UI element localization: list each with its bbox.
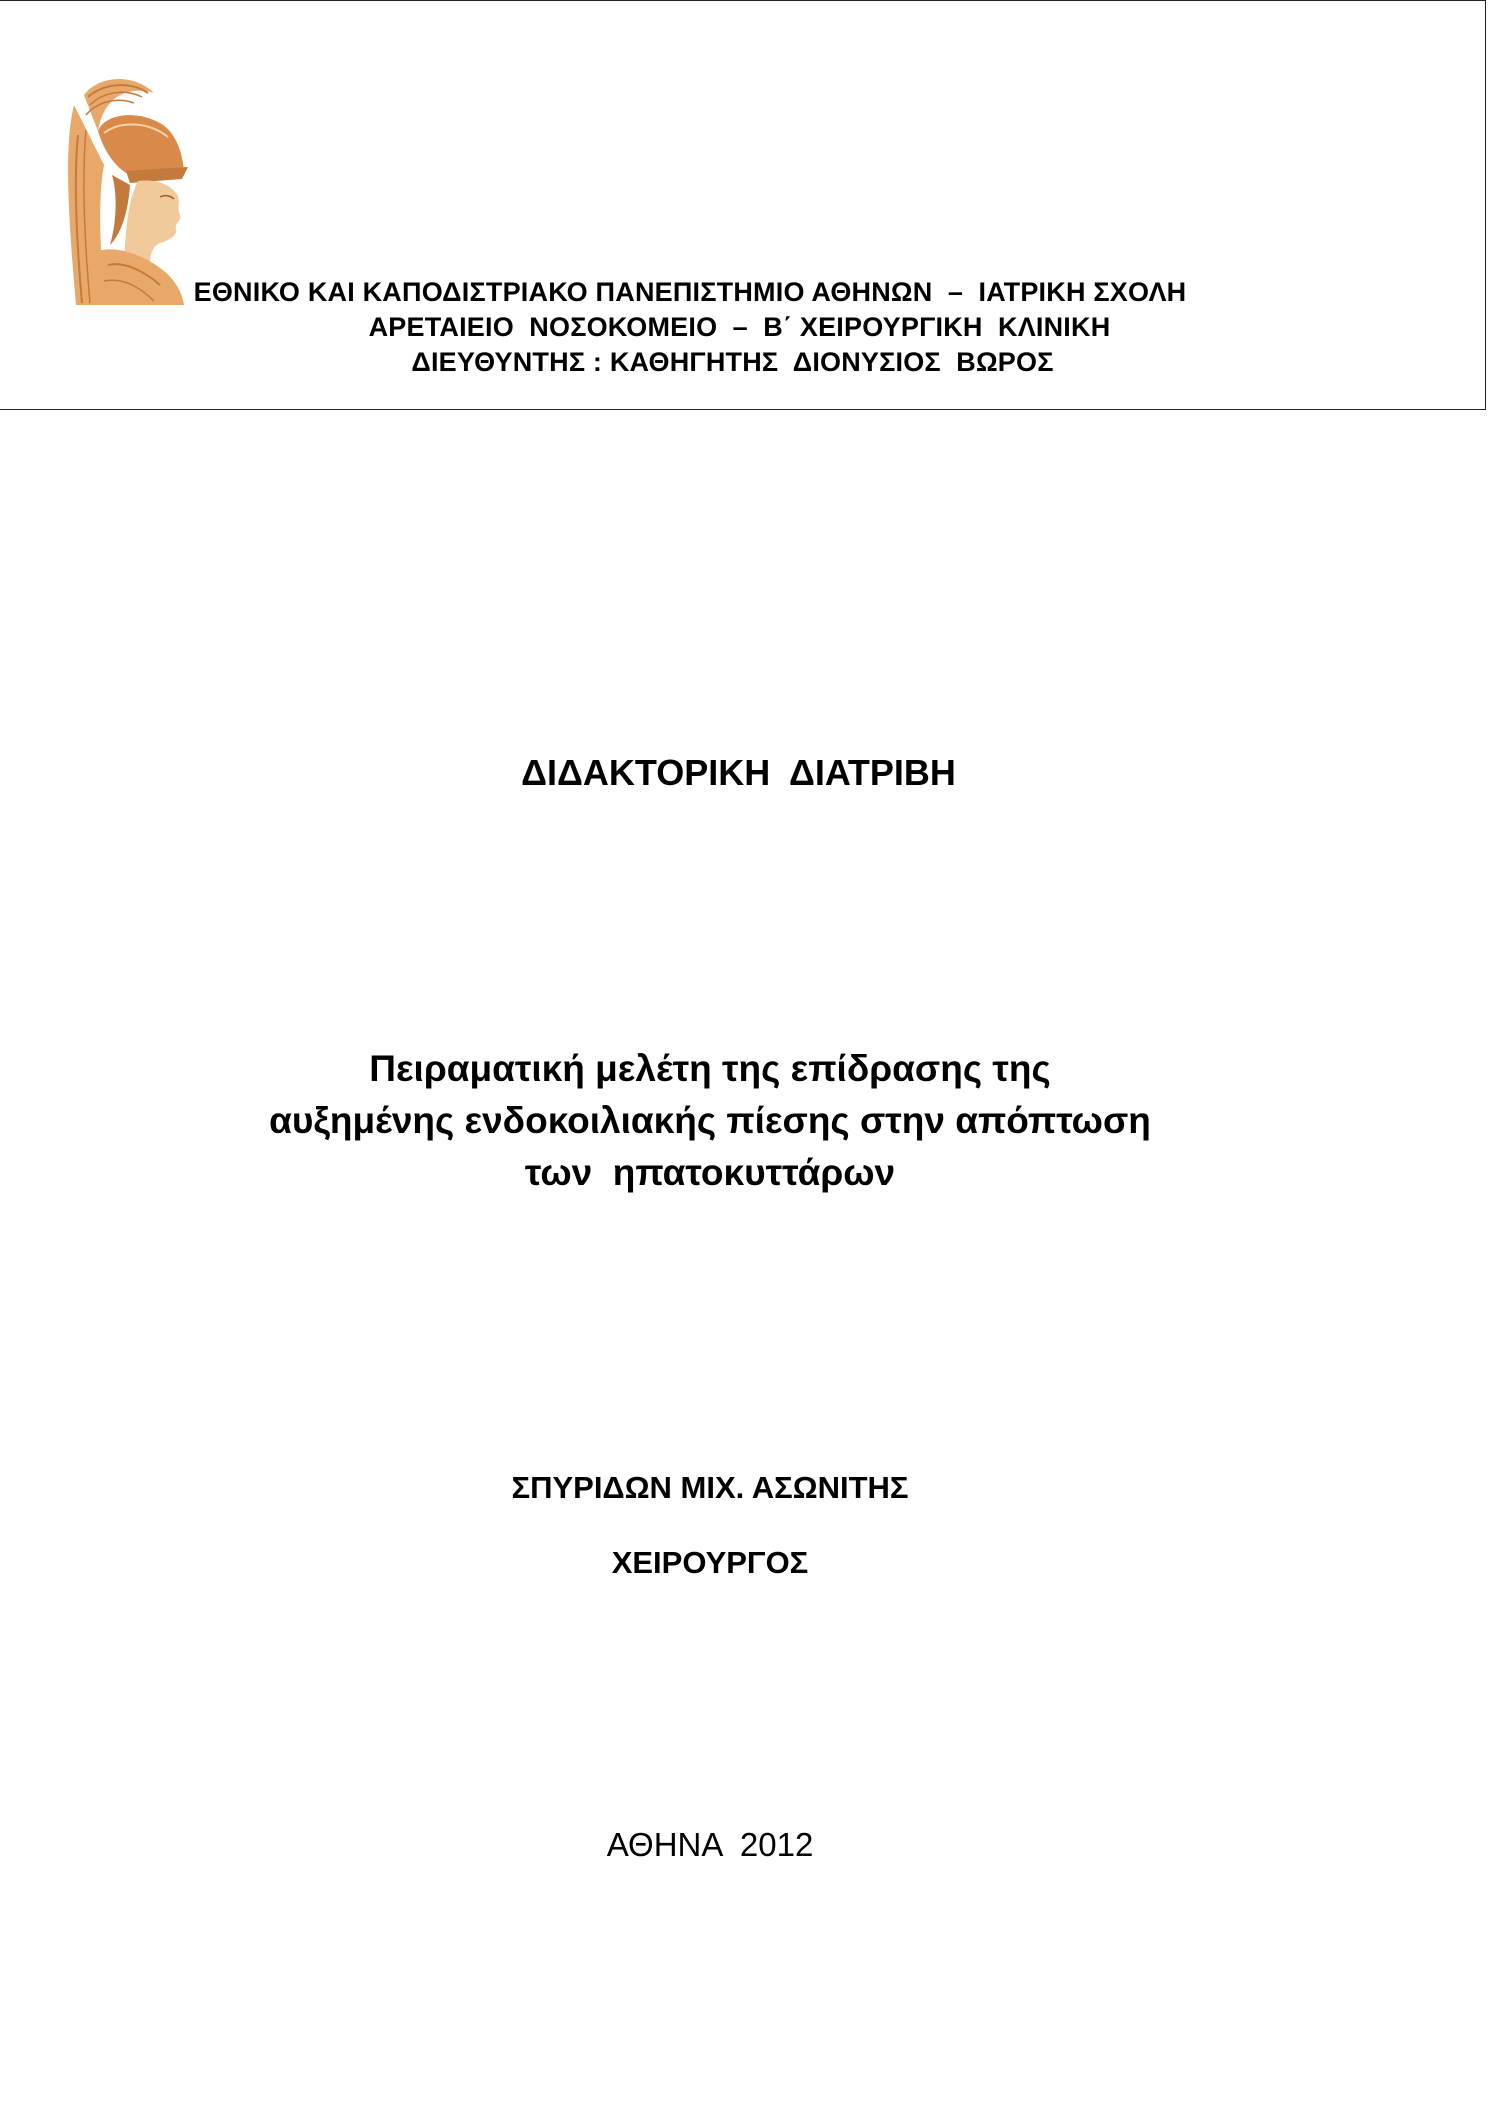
document-type-heading: ΔΙΔΑΚΤΟΡΙΚΗ ΔΙΑΤΡΙΒΗ xyxy=(521,752,956,793)
university-school-line: ΕΘΝΙΚΟ ΚΑΙ ΚΑΠΟΔΙΣΤΡΙΑΚΟ ΠΑΝΕΠΙΣΤΗΜΙΟ ΑΘΗΝΩΝ – ΙΑΤΡΙΚΗ ΣΧΟΛΗ xyxy=(193,277,1187,307)
header-box xyxy=(0,0,1486,410)
director-line: ΔΙΕΥΘΥΝΤΗΣ : ΚΑΘΗΓΗΤΗΣ ΔΙΟΝΥΣΙΟΣ ΒΩΡΟΣ xyxy=(411,347,1054,377)
place-and-year: ΑΘΗΝΑ 2012 xyxy=(606,1826,814,1863)
author-profession: ΧΕΙΡΟΥΡΓΟΣ xyxy=(611,1545,809,1580)
athena-helmet-logo-icon xyxy=(64,75,194,305)
author-name: ΣΠΥΡΙΔΩΝ ΜΙΧ. ΑΣΩΝΙΤΗΣ xyxy=(511,1470,909,1505)
hospital-clinic-line: ΑΡΕΤΑΙΕΙΟ ΝΟΣΟΚΟΜΕΙΟ – Β΄ ΧΕΙΡΟΥΡΓΙΚΗ ΚΛΙΝΙΚΗ xyxy=(368,312,1111,342)
thesis-title-line: αυξημένης ενδοκοιλιακής πίεσης στην απόπτωση xyxy=(269,1100,1151,1141)
thesis-title xyxy=(0,1043,1420,1199)
thesis-title-line: Πειραματική μελέτη της επίδρασης της xyxy=(369,1048,1051,1089)
thesis-title-line: των ηπατοκυττάρων xyxy=(524,1152,896,1193)
